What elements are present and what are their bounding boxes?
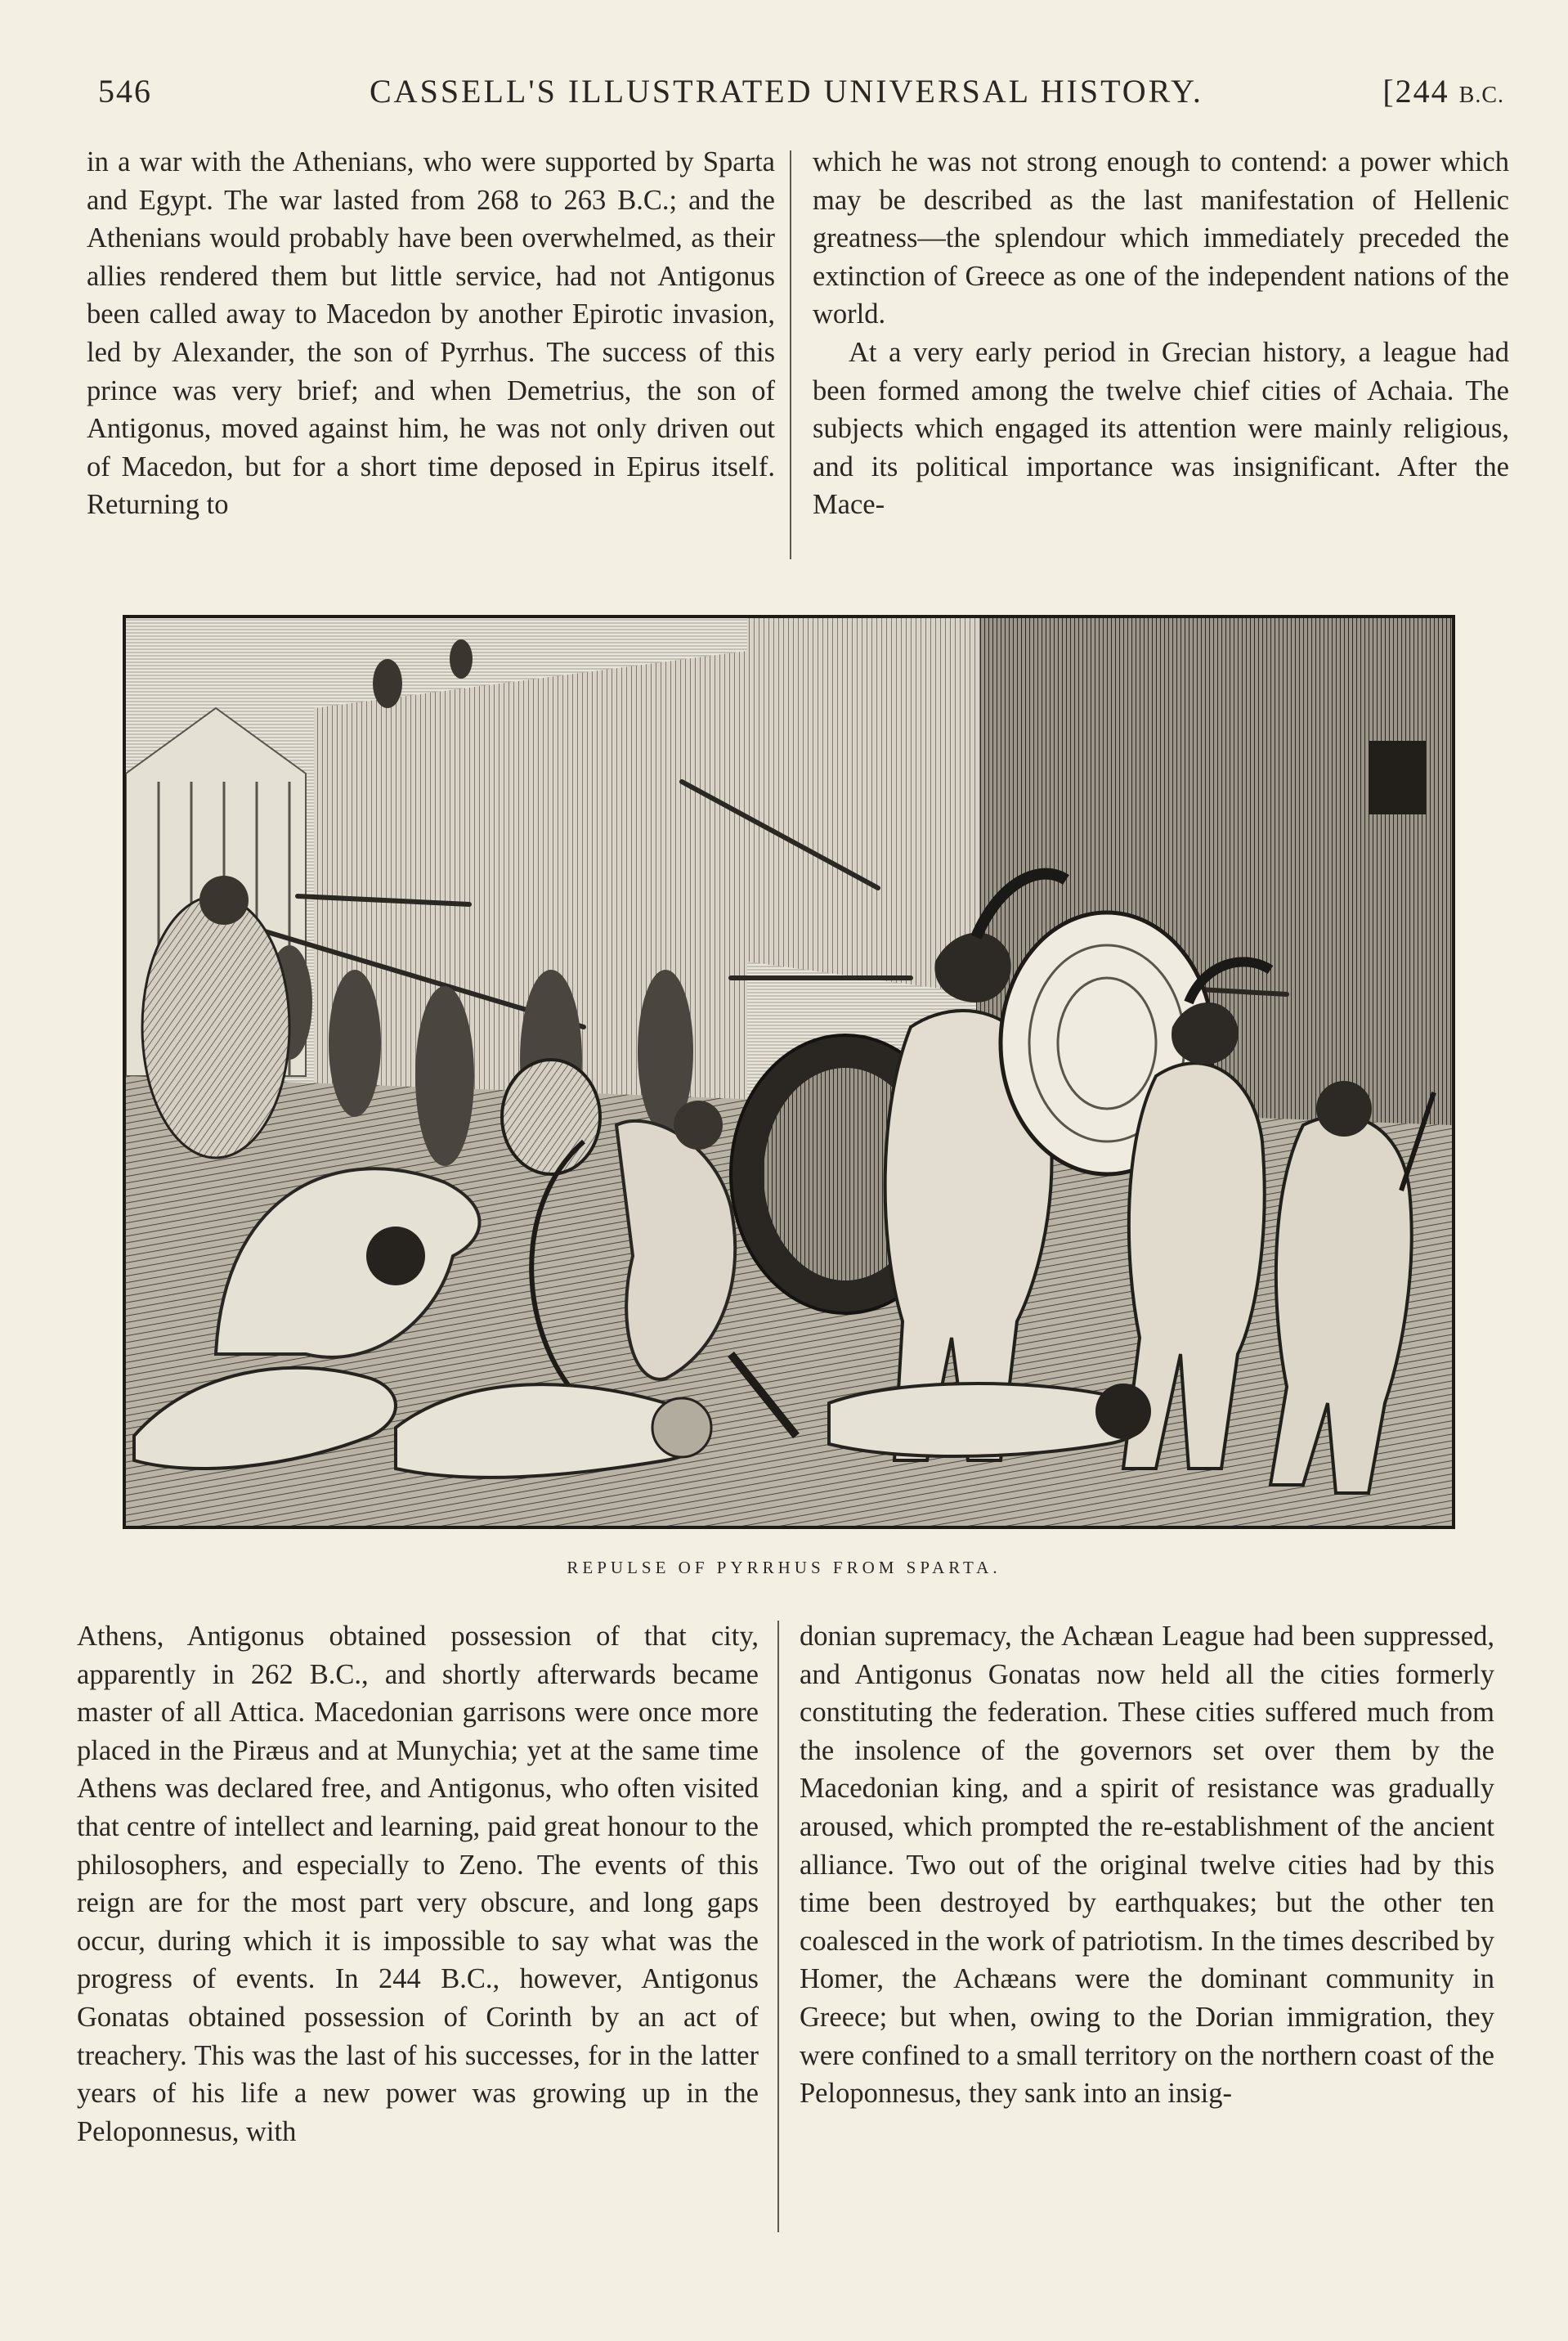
running-date xyxy=(1382,72,1504,110)
top-right-paragraph-1: which he was not strong enough to contend: a power which may be described as the last manifestation of Hellenic greatness—the splendour which immediately preceded the extinction of Greece as one of the independent nations of the world. xyxy=(813,146,1509,330)
top-right-column xyxy=(813,143,1509,524)
running-title: CASSELL'S ILLUSTRATED UNIVERSAL HISTORY. xyxy=(370,73,1203,110)
top-left-paragraph: in a war with the Athenians, who were supported by Sparta and Egypt. The war lasted from 268 to 263 B.C.; and the Athenians would probably have been overwhelmed, as their allies rendered them but little service, had not Antigonus been called away to Macedon by another Epirotic invasion, led by Alexander, the son of Pyrrhus. The success of this prince was very brief; and when Demetrius, the son of Antigonus, moved against him, he was not only driven out of Macedon, but for a short time deposed in Epirus itself. Returning to xyxy=(87,146,775,521)
engraving-illustration xyxy=(123,615,1455,1529)
engraving-artwork xyxy=(126,618,1452,1526)
bottom-left-column xyxy=(77,1617,759,2150)
running-date-year: [244 xyxy=(1382,73,1449,110)
bottom-left-paragraph: Athens, Antigonus obtained possession of that city, apparently in 262 B.C., and shortly afterwards became master of all Attica. Macedonian garrisons were once more placed in the Piræus and at Munychia; yet at the same time Athens was declared free, and Antigonus, who often visited that centre of intellect and learning, paid great honour to the philosophers, and especially to Zeno. The events of this reign are for the most part very obscure, and long gaps occur, during which it is impossible to say what was the progress of events. In 244 B.C., however, Antigonus Gonatas obtained possession of Corinth by an act of treachery. This was the last of his successes, for in the latter years of his life a new power was growing up in the Peloponnesus, with xyxy=(77,1621,759,2147)
running-head xyxy=(98,72,1504,113)
top-left-column xyxy=(87,143,775,524)
page-number: 546 xyxy=(98,73,152,110)
illustration-caption: REPULSE OF PYRRHUS FROM SPARTA. xyxy=(567,1558,1001,1577)
column-divider-top xyxy=(790,150,791,559)
bottom-right-paragraph: donian supremacy, the Achæan League had been suppressed, and Antigonus Gonatas now held all the cities formerly constituting the federation. These cities suffered much from the insolence of the governors set over them by the Macedonian king, and a spirit of resistance was gradually aroused, which prompted the re-establishment of the ancient alliance. Two out of the original twelve cities had by this time been destroyed by earthquakes; but the other ten coalesced in the work of patriotism. In the times described by Homer, the Achæans were the dominant community in Greece; but when, owing to the Dorian immigration, they were confined to a small territory on the northern coast of the Peloponnesus, they sank into an insig- xyxy=(800,1621,1494,2110)
running-date-era: B.C. xyxy=(1458,83,1504,108)
bottom-right-column xyxy=(800,1617,1494,2113)
column-divider-bottom xyxy=(777,1621,779,2232)
top-right-paragraph-2: At a very early period in Grecian history, a league had been formed among the twelve chief cities of Achaia. The subjects which engaged its attention were mainly religious, and its political importance was insignificant. After the Mace- xyxy=(813,336,1509,521)
